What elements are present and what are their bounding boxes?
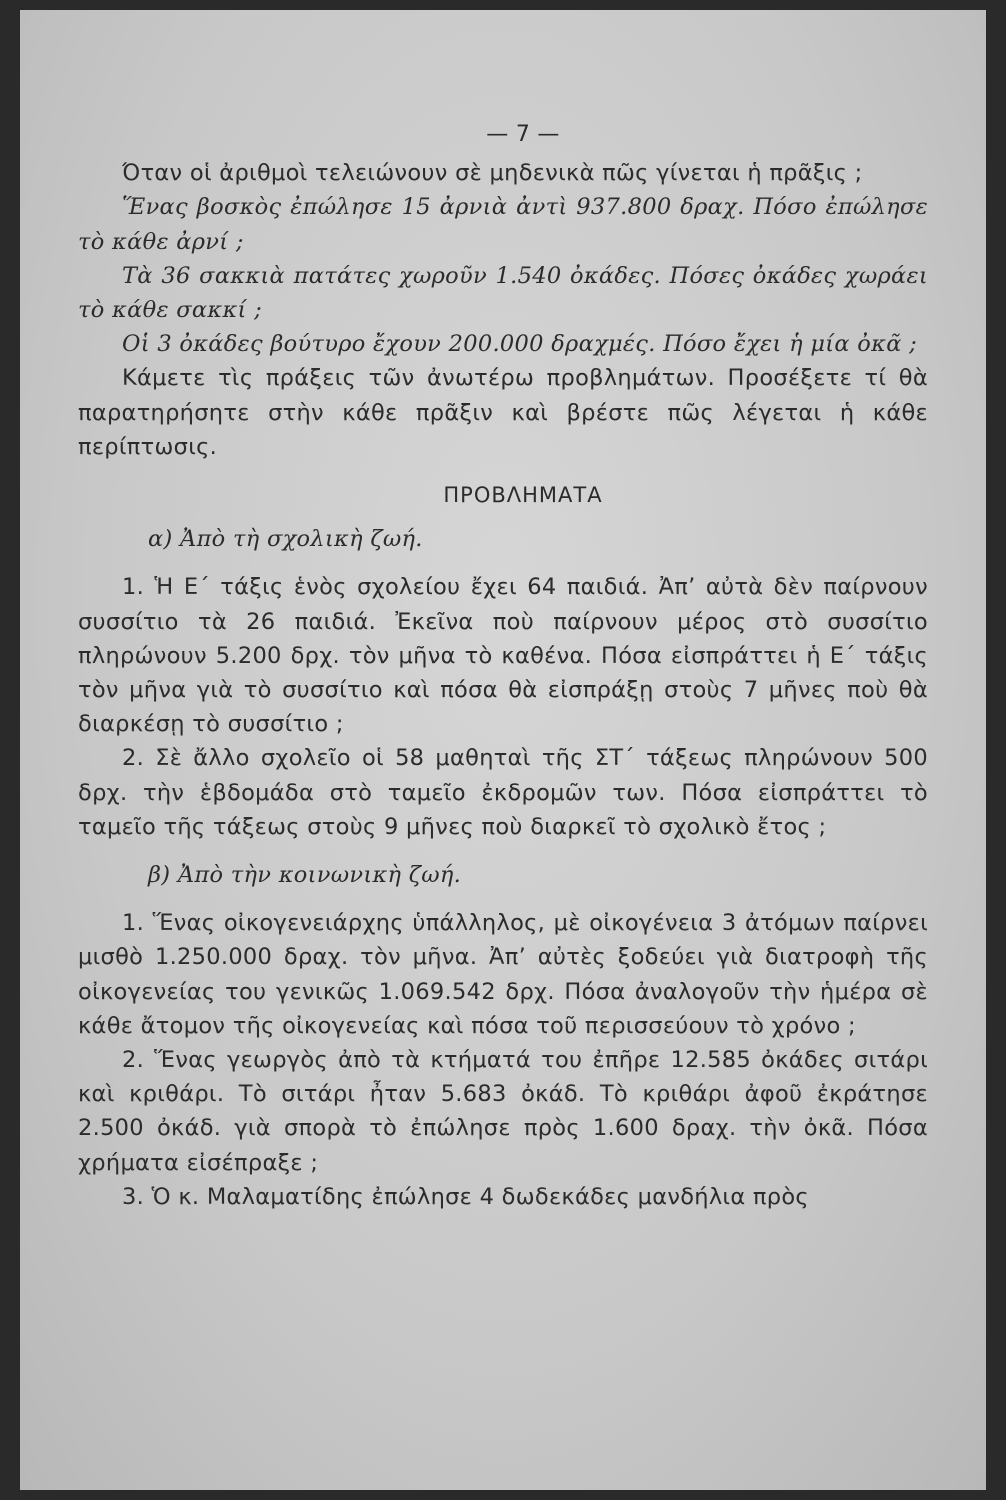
page-number: — 7 — xyxy=(486,122,560,147)
section-b-problem-3: 3. Ὁ κ. Μαλαματίδης ἐπώλησε 4 δωδεκάδες μανδήλια πρὸς xyxy=(122,1183,809,1210)
book-page xyxy=(20,10,986,1490)
intro-instruction: Κάμετε τὶς πράξεις τῶν ἀνωτέρω προβλημάτων. Προσέξετε τί θὰ παρατηρήσητε στὴν κάθε πρᾶξιν καὶ βρέστε πῶς λέγεται ἡ κάθε περίπτωσις. xyxy=(78,365,928,460)
intro-example-1: Ἕνας βοσκὸς ἐπώλησε 15 ἀρνιὰ ἀντὶ 937.800 δραχ. Πόσο ἐπώλησε τὸ κάθε ἀρνί ; xyxy=(78,194,928,255)
section-b-problem-2: 2. Ἕνας γεωργὸς ἀπὸ τὰ κτήματά του ἐπῆρε 12.585 ὀκάδες σιτάρι καὶ κριθάρι. Τὸ σιτάρι ἦταν 5.683 ὀκάδ. Τὸ κριθάρι ἀφοῦ ἐκράτησε 2.500 ὀκάδ. γιὰ σπορὰ τὸ ἐπώλησε πρὸς 1.600 δραχ. τὴν ὀκᾶ. Πόσα χρήματα εἰσέπραξε ; xyxy=(78,1047,928,1176)
section-b-title: β) Ἀπὸ τὴν κοινωνικὴ ζωή. xyxy=(148,862,462,889)
page-content xyxy=(78,118,928,1214)
section-a-problem-2: 2. Σὲ ἄλλο σχολεῖο οἱ 58 μαθηταὶ τῆς ΣΤ΄ τάξεως πληρώνουν 500 δρχ. τὴν ἑβδομάδα στὸ ταμεῖο ἐκδρομῶν των. Πόσα εἰσπράττει τὸ ταμεῖο τῆς τάξεως στοὺς 9 μῆνες ποὺ διαρκεῖ τὸ σχολικὸ ἔτος ; xyxy=(78,745,928,840)
section-a-problem-1: 1. Ἡ Ε΄ τάξις ἑνὸς σχολείου ἔχει 64 παιδιά. Ἀπ’ αὐτὰ δὲν παίρνουν συσσίτιο τὰ 26 παιδιά. Ἐκεῖνα ποὺ παίρνουν μέρος στὸ συσσίτιο πληρώνουν 5.200 δρχ. τὸν μῆνα τὸ καθένα. Πόσα εἰσπράττει ἡ Ε΄ τάξις τὸν μῆνα γιὰ τὸ συσσίτιο καὶ πόσα θὰ εἰσπράξῃ στοὺς 7 μῆνες ποὺ θὰ διαρκέσῃ τὸ συσσίτιο ; xyxy=(78,574,928,738)
intro-question: Όταν οἱ ἀριθμοὶ τελειώνουν σὲ μηδενικὰ πῶς γίνεται ἡ πρᾶξις ; xyxy=(122,160,863,187)
intro-example-2: Τὰ 36 σακκιὰ πατάτες χωροῦν 1.540 ὀκάδες. Πόσες ὀκάδες χωράει τὸ κάθε σακκί ; xyxy=(78,262,928,324)
intro-example-3: Οἱ 3 ὀκάδες βούτυρο ἔχουν 200.000 δραχμές. Πόσο ἔχει ἡ μία ὀκᾶ ; xyxy=(122,331,918,358)
section-a-title: α) Ἀπὸ τὴ σχολικὴ ζωή. xyxy=(148,526,423,553)
section-b-problem-1: 1. Ἕνας οἰκογενειάρχης ὑπάλληλος, μὲ οἰκογένεια 3 ἀτόμων παίρνει μισθὸ 1.250.000 δραχ. τὸν μῆνα. Ἀπ’ αὐτὲς ξοδεύει γιὰ διατροφὴ τῆς οἰκογενείας του γενικῶς 1.069.542 δρχ. Πόσα ἀναλογοῦν τὴν ἡμέρα σὲ κάθε ἄτομον τῆς οἰκογενείας καὶ πόσα τοῦ περισσεύουν τὸ χρόνο ; xyxy=(78,910,928,1039)
problems-heading: ΠΡΟΒΛΗΜΑΤΑ xyxy=(443,483,603,508)
